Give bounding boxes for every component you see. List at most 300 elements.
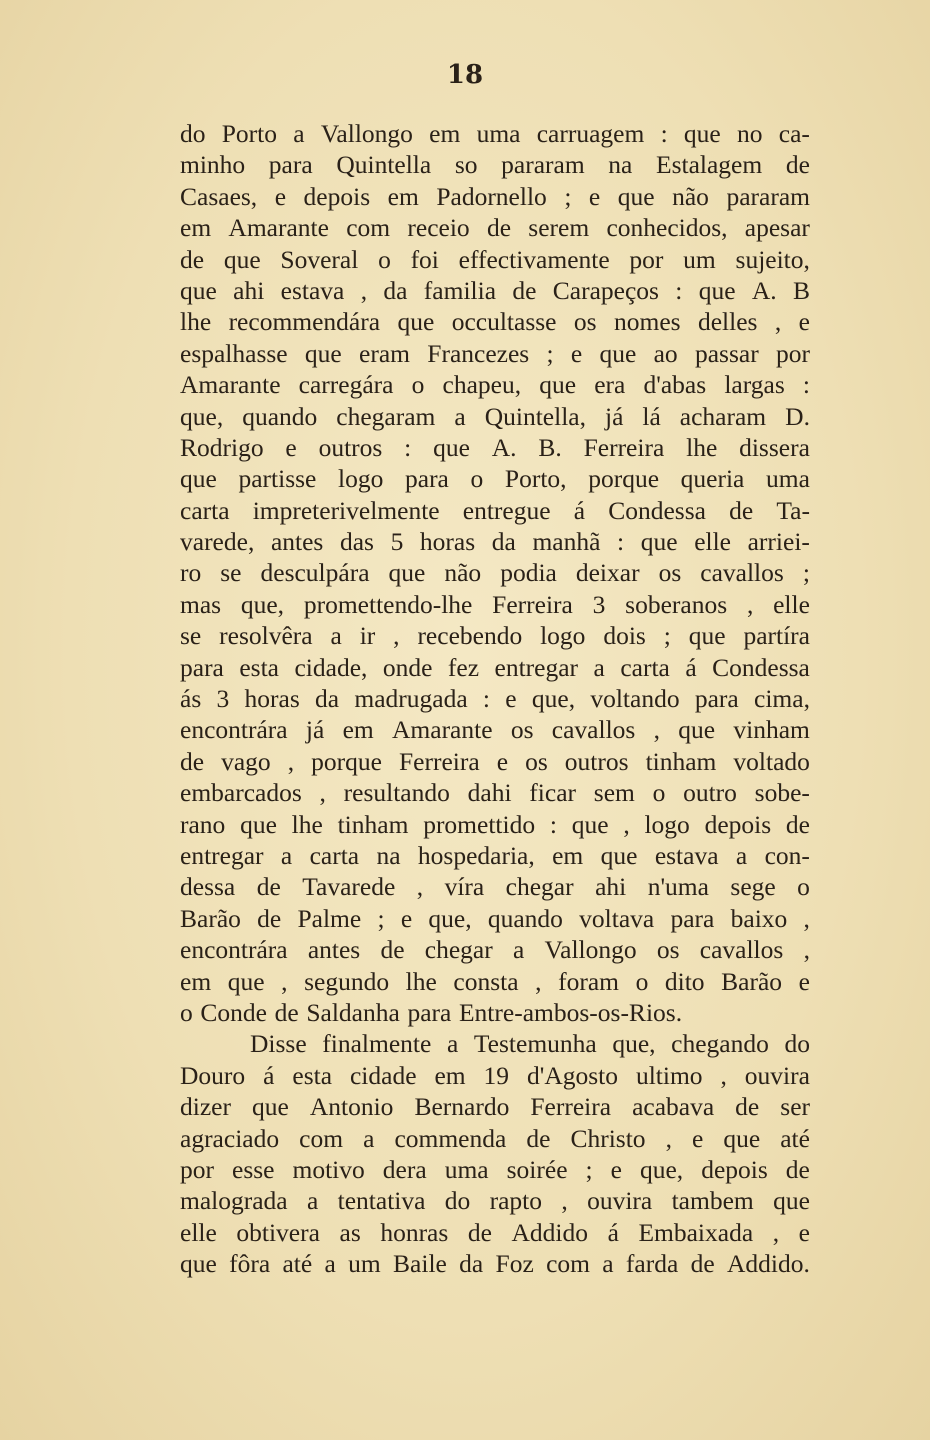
word: no — [737, 119, 763, 148]
word: finalmente — [322, 1029, 432, 1059]
text-line — [180, 244, 810, 275]
word: os — [525, 746, 548, 776]
word: , — [746, 589, 754, 619]
word: acharam — [679, 401, 767, 431]
word: ultimo — [635, 1060, 703, 1090]
word: para — [694, 684, 739, 714]
word: que — [240, 809, 277, 839]
word: que — [180, 275, 217, 305]
word: com — [346, 213, 391, 243]
word: 3 — [216, 684, 230, 714]
word: o — [797, 872, 810, 902]
word: o — [180, 997, 193, 1027]
word: farda — [625, 1249, 679, 1279]
word: cidade, — [294, 652, 368, 682]
word: deixar — [575, 558, 640, 588]
word: que — [388, 558, 426, 588]
word: em — [180, 966, 212, 996]
word: Quintella, — [484, 401, 586, 431]
word: carta — [309, 840, 360, 870]
word: e — [400, 903, 413, 933]
word: promettendo-lhe — [303, 589, 473, 619]
word: não — [444, 558, 482, 588]
word: Ta- — [776, 495, 810, 525]
word: d'abas — [643, 370, 707, 400]
word: elle — [180, 1217, 217, 1247]
word: do — [784, 1029, 810, 1059]
word: até — [780, 1123, 810, 1153]
word: um — [348, 1249, 381, 1279]
text-line — [180, 777, 810, 808]
text-line — [180, 934, 810, 965]
word: dissera — [739, 432, 810, 462]
word: , — [803, 935, 810, 965]
word: effectivamente — [458, 244, 610, 274]
word: , — [774, 307, 782, 337]
word: vinham — [733, 715, 810, 745]
word: cima, — [754, 684, 810, 714]
word: logo — [338, 464, 384, 494]
word: a — [306, 1186, 319, 1216]
word: a — [735, 840, 748, 870]
word: Bernardo — [414, 1092, 510, 1122]
word: Condessa — [608, 495, 706, 525]
word: serem — [528, 213, 590, 243]
word: e — [505, 684, 517, 714]
word: o — [378, 244, 391, 274]
text-line — [180, 997, 810, 1028]
text-line — [180, 589, 810, 620]
text-line — [180, 966, 810, 997]
word: na — [608, 150, 633, 180]
word: obtivera — [236, 1217, 320, 1247]
word: encontrára — [180, 935, 288, 965]
word: sege — [730, 872, 776, 902]
word: do — [180, 119, 206, 148]
word: manhã — [532, 527, 601, 557]
word: se — [180, 621, 202, 651]
word: conhecidos, — [606, 213, 728, 243]
word: e — [798, 1217, 810, 1247]
word: depois — [704, 809, 772, 839]
word: chegar — [424, 935, 493, 965]
word: um — [683, 244, 716, 274]
word: Addido. — [726, 1249, 810, 1279]
word: espalhasse — [180, 338, 288, 368]
text-line — [180, 683, 810, 714]
word: de — [380, 935, 405, 965]
word: e — [691, 1123, 704, 1153]
word: que — [571, 809, 609, 839]
text-line — [180, 840, 810, 871]
word: elle — [773, 589, 810, 619]
word: baixo — [730, 903, 788, 933]
word: tinham — [645, 746, 717, 776]
word: occultasse — [451, 307, 557, 337]
word: lhe — [291, 809, 323, 839]
word: a — [446, 1029, 459, 1059]
word: outros — [564, 746, 629, 776]
word: ro — [180, 558, 202, 588]
word: hospedaria, — [417, 840, 535, 870]
word: de — [729, 495, 754, 525]
word: o — [635, 966, 649, 996]
text-line — [180, 306, 810, 337]
word: nomes — [614, 307, 681, 337]
word: víra — [444, 872, 485, 902]
word: Amarante — [228, 213, 329, 243]
word: que — [640, 527, 678, 557]
word: de — [690, 1249, 715, 1279]
word: Soveral — [280, 244, 359, 274]
word: antes — [270, 527, 324, 557]
word: Quintella — [336, 150, 432, 180]
word: da — [383, 275, 408, 305]
text-line — [180, 1091, 810, 1122]
word: que — [433, 432, 470, 462]
word: de — [257, 903, 282, 933]
word: de — [785, 809, 810, 839]
word: esse — [232, 1154, 275, 1184]
word: foram — [558, 966, 619, 996]
word: consta — [453, 966, 519, 996]
word: delles — [697, 307, 758, 337]
word: , — [665, 1123, 672, 1153]
word: que — [600, 840, 638, 870]
word: a — [593, 652, 605, 682]
word: para — [405, 464, 449, 494]
word: o — [411, 370, 425, 400]
word: , — [416, 872, 424, 902]
word: : — [482, 684, 491, 714]
word: de — [180, 244, 205, 274]
word: e — [610, 1154, 622, 1184]
word: , — [623, 809, 630, 839]
word: carta — [620, 652, 670, 682]
word: lhe — [686, 432, 718, 462]
word: con- — [764, 840, 810, 870]
word: que — [397, 307, 435, 337]
word: 19 — [483, 1060, 510, 1090]
word: ouvira — [587, 1186, 653, 1216]
word: Padornello — [436, 181, 547, 211]
word: estava — [654, 840, 719, 870]
word: estava — [280, 275, 345, 305]
word: que — [227, 966, 265, 996]
word: dois — [603, 621, 646, 651]
word: e — [798, 966, 810, 996]
word: malograda — [180, 1186, 288, 1216]
word: em — [434, 1060, 466, 1090]
word: que, — [428, 903, 472, 933]
word: e — [798, 307, 810, 337]
word: receio — [407, 213, 470, 243]
word: B. — [538, 432, 562, 462]
word: que, — [612, 1029, 656, 1059]
word: por — [629, 244, 664, 274]
word: horas — [244, 684, 300, 714]
word: impreterivelmente — [252, 495, 440, 525]
word: o — [652, 778, 666, 808]
word: para — [407, 997, 452, 1027]
word: que, — [240, 589, 285, 619]
word: quando — [242, 401, 318, 431]
word: não — [672, 181, 709, 211]
word: ficar — [529, 778, 577, 808]
word: fôra — [229, 1249, 271, 1279]
word: os — [510, 715, 534, 745]
text-line — [180, 275, 810, 306]
word: a — [602, 1249, 614, 1279]
word: que — [698, 275, 736, 305]
text-line — [180, 369, 810, 400]
word: dessa — [180, 872, 236, 902]
word: ouvira — [744, 1060, 810, 1090]
word: a — [330, 621, 342, 651]
word: as — [339, 1217, 361, 1247]
word: de — [735, 1092, 760, 1122]
word: dizer — [180, 1092, 231, 1122]
word: que — [617, 181, 655, 211]
word: depois — [701, 1154, 768, 1184]
word: : — [660, 119, 668, 148]
word: Ferreira — [398, 746, 480, 776]
word: partisse — [238, 464, 317, 494]
word: na — [376, 840, 401, 870]
word: so — [454, 150, 478, 180]
word: Douro — [180, 1060, 246, 1090]
word: chapeu, — [442, 370, 522, 400]
word: commenda — [394, 1123, 507, 1153]
word: Barão — [180, 903, 241, 933]
word: de — [256, 872, 281, 902]
word: Embaixada — [638, 1217, 754, 1247]
word: entregue — [462, 495, 551, 525]
word: á — [573, 495, 586, 525]
word: que — [773, 1186, 810, 1216]
word: motivo — [292, 1154, 365, 1184]
word: depois — [303, 181, 371, 211]
word: apesar — [744, 213, 810, 243]
word: que — [180, 1249, 217, 1279]
body-text — [180, 118, 810, 1279]
word: , — [561, 1186, 568, 1216]
text-line — [180, 652, 810, 683]
word: de — [274, 997, 299, 1027]
word: ; — [663, 621, 671, 651]
text-line — [180, 714, 810, 745]
word: chegaram — [336, 401, 436, 431]
word: pararam — [501, 150, 585, 180]
word: ca- — [778, 119, 810, 148]
word: sujeito, — [735, 244, 810, 274]
text-line — [180, 212, 810, 243]
text-line — [180, 620, 810, 651]
word: ; — [585, 1154, 593, 1184]
word: á — [607, 1217, 619, 1247]
word: largas — [724, 370, 785, 400]
word: de — [467, 1217, 492, 1247]
word: Vallongo — [544, 935, 637, 965]
word: outro — [683, 778, 737, 808]
word: Christo — [570, 1123, 646, 1153]
word: o — [470, 464, 484, 494]
text-line — [180, 1185, 810, 1216]
word: uma — [444, 1154, 489, 1184]
word: de — [785, 1154, 810, 1184]
word: honras — [380, 1217, 449, 1247]
word: segundo — [304, 966, 390, 996]
text-line — [180, 746, 810, 777]
word: , — [393, 621, 400, 651]
word: recommendára — [228, 307, 381, 337]
word: ás — [180, 684, 202, 714]
word: chegar — [505, 872, 574, 902]
word: Francezes — [427, 338, 530, 368]
text-line — [180, 149, 810, 180]
word: familia — [423, 275, 497, 305]
word: ao — [653, 338, 678, 368]
word: , — [360, 275, 368, 305]
word: Saldanha — [306, 997, 400, 1027]
word: Porto — [221, 119, 278, 148]
word: podia — [500, 558, 557, 588]
text-line — [180, 495, 810, 526]
word: cavallos — [700, 558, 784, 588]
word: ir — [359, 621, 376, 651]
word: ; — [377, 903, 385, 933]
word: tambem — [671, 1186, 754, 1216]
word: por — [180, 1154, 214, 1184]
word: elle — [694, 527, 731, 557]
word: passar — [694, 338, 759, 368]
word: : — [549, 809, 557, 839]
word: que — [304, 338, 342, 368]
word: Disse — [250, 1029, 307, 1059]
word: , — [803, 903, 810, 933]
word: e — [285, 432, 297, 462]
word: Foz — [495, 1249, 534, 1279]
word: com — [546, 1249, 590, 1279]
word: , — [287, 746, 295, 776]
word: os — [658, 558, 682, 588]
word: ; — [802, 558, 810, 588]
word: que, — [180, 401, 224, 431]
word: Carapeços — [552, 275, 659, 305]
word: que — [180, 464, 217, 494]
word: lá — [642, 401, 661, 431]
word: embarcados — [180, 778, 302, 808]
word: Ferreira — [583, 432, 665, 462]
text-line — [180, 401, 810, 432]
word: : — [675, 275, 683, 305]
word: onde — [382, 652, 433, 682]
word: Ferreira — [530, 1092, 612, 1122]
word: voltava — [579, 903, 655, 933]
word: dito — [664, 966, 705, 996]
word: que — [539, 370, 577, 400]
word: encontrára — [180, 715, 288, 745]
word: lhe — [405, 966, 437, 996]
word: Ferreira — [492, 589, 573, 619]
word: , — [720, 1060, 727, 1090]
word: tentativa — [337, 1186, 426, 1216]
word: 5 — [390, 527, 404, 557]
word: porque — [588, 464, 660, 494]
word: mas — [180, 589, 222, 619]
word: em — [180, 213, 212, 243]
word: , — [772, 1217, 780, 1247]
word: em — [429, 119, 461, 148]
word: madrugada — [354, 684, 468, 714]
word: da — [459, 1249, 484, 1279]
text-line — [180, 1248, 810, 1279]
word: ahi — [233, 275, 265, 305]
word: n'uma — [647, 872, 709, 902]
word: a — [363, 1123, 375, 1153]
word: logo — [644, 809, 690, 839]
word: era — [594, 370, 626, 400]
word: entregar — [180, 840, 264, 870]
word: e — [588, 181, 601, 211]
word: de — [512, 275, 537, 305]
word: Tavarede — [302, 872, 396, 902]
text-line — [180, 809, 810, 840]
word: de — [180, 746, 205, 776]
word: D. — [785, 401, 810, 431]
word: da — [491, 527, 516, 557]
word: Casaes, — [180, 181, 258, 211]
text-line — [180, 432, 810, 463]
word: sobe- — [754, 778, 810, 808]
word: esta — [292, 1060, 333, 1090]
text-line — [180, 526, 810, 557]
word: antes — [307, 935, 361, 965]
word: com — [299, 1123, 344, 1153]
word: A. — [751, 275, 777, 305]
word: em — [387, 181, 419, 211]
word: de — [486, 213, 512, 243]
word: rano — [180, 809, 226, 839]
word: d'Agosto — [526, 1060, 619, 1090]
word: do — [444, 1186, 471, 1216]
word: tinham — [337, 809, 409, 839]
word: Amarante — [392, 715, 493, 745]
word: que — [723, 1123, 761, 1153]
word: á — [685, 652, 697, 682]
word: horas — [419, 527, 476, 557]
word: voltando — [590, 684, 680, 714]
word: que — [599, 338, 637, 368]
word: os — [656, 935, 680, 965]
word: outros — [318, 432, 383, 462]
word: e — [496, 746, 509, 776]
word: 3 — [592, 589, 606, 619]
word: queria — [680, 464, 745, 494]
word: a — [324, 1249, 336, 1279]
text-line — [180, 1217, 810, 1248]
word: Addido — [511, 1217, 588, 1247]
word: partíra — [743, 621, 810, 651]
word: já — [305, 715, 325, 745]
word: varede, — [180, 527, 255, 557]
word: : — [802, 370, 810, 400]
word: á — [263, 1060, 275, 1090]
text-line — [180, 557, 810, 588]
word: arriei- — [747, 527, 810, 557]
word: Barão — [721, 966, 783, 996]
word: por — [775, 338, 810, 368]
